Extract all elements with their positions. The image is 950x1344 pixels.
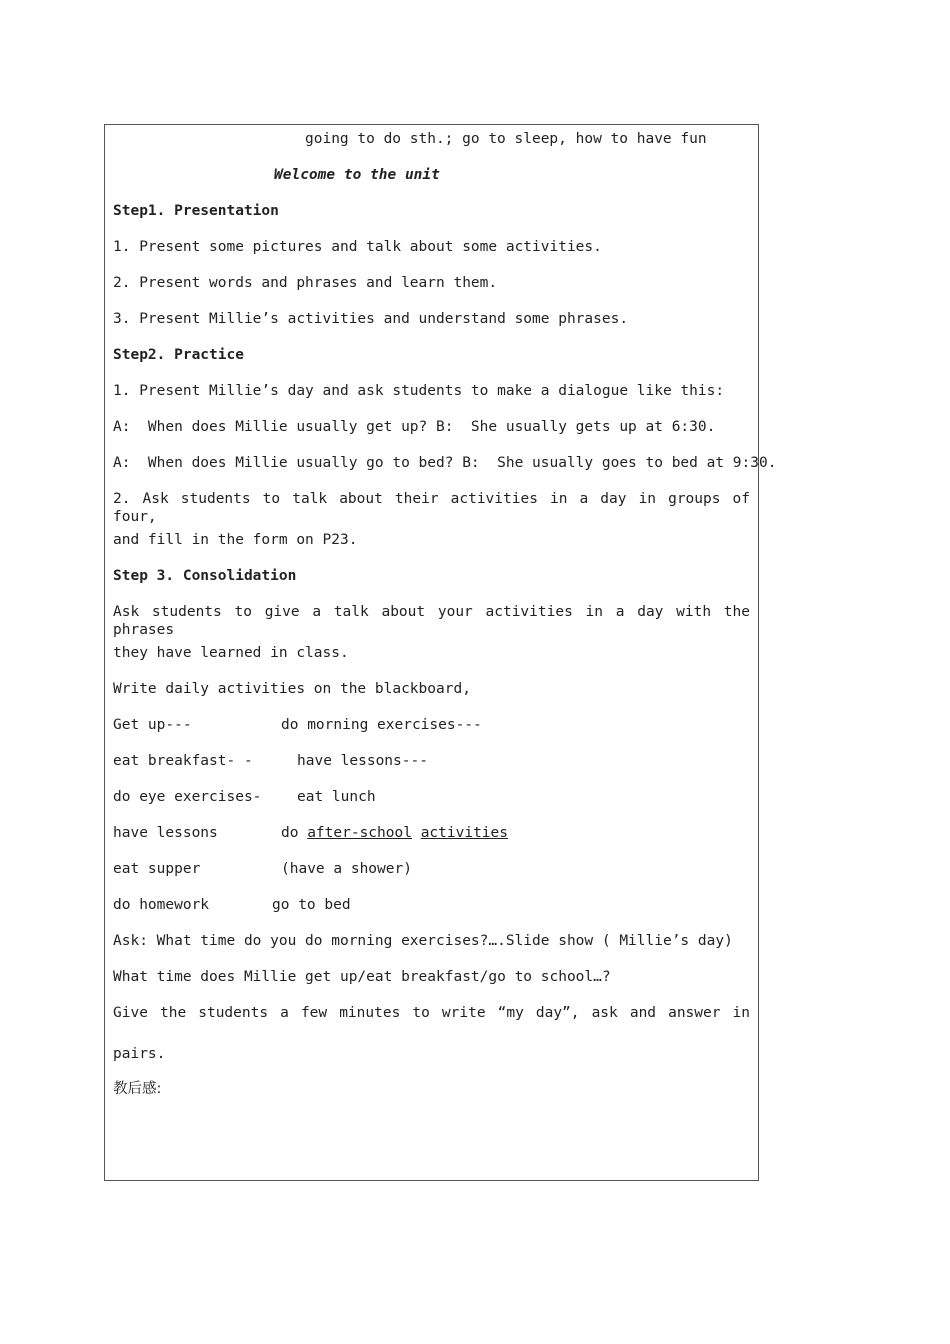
dialogue-line-2: A: When does Millie usually go to bed? B: She usually goes to bed at 9:30. <box>113 455 777 471</box>
activity-right-1: do morning exercises--- <box>281 717 482 733</box>
step1-item-2: 2. Present words and phrases and learn them. <box>113 275 498 291</box>
step3-heading: Step 3. Consolidation <box>113 568 297 584</box>
intro-line: going to do sth.; go to sleep, how to have fun <box>305 131 707 147</box>
underlined-after-school: after-school <box>307 825 412 841</box>
activity-left-6: do homework <box>113 897 210 913</box>
section-title: Welcome to the unit <box>274 167 440 183</box>
activity-left-2: eat breakfast- - <box>113 753 253 769</box>
activity-right-4 <box>281 824 508 842</box>
reflection-label: 教后感: <box>113 1081 162 1097</box>
step3-paragraph: Ask students to give a talk about your activities in a day with the phrases <box>113 604 750 638</box>
activity-right-4-prefix: do <box>281 825 308 841</box>
writing-task: Give the students a few minutes to write “my day”, ask and answer in <box>113 1005 750 1021</box>
step1-item-1: 1. Present some pictures and talk about some activities. <box>113 239 602 255</box>
writing-task-cont: pairs. <box>113 1046 166 1062</box>
blackboard-intro: Write daily activities on the blackboard, <box>113 681 471 697</box>
activity-right-3: eat lunch <box>297 789 376 805</box>
dialogue-line-1: A: When does Millie usually get up? B: She usually gets up at 6:30. <box>113 419 716 435</box>
step3-paragraph-cont: they have learned in class. <box>113 645 349 661</box>
step2-heading: Step2. Practice <box>113 347 244 363</box>
activity-left-1: Get up--- <box>113 717 192 733</box>
step2-item-2: 2. Ask students to talk about their activities in a day in groups of four, <box>113 491 750 525</box>
activity-left-4: have lessons <box>113 825 218 841</box>
step2-item-2-cont: and fill in the form on P23. <box>113 532 358 548</box>
activity-right-5: (have a shower) <box>281 861 412 877</box>
step1-heading: Step1. Presentation <box>113 203 279 219</box>
question-line-1: Ask: What time do you do morning exercises?….Slide show ( Millie’s day) <box>113 933 733 949</box>
activity-left-3: do eye exercises- <box>113 789 262 805</box>
activity-right-6: go to bed <box>272 897 351 913</box>
activity-right-2: have lessons--- <box>297 753 428 769</box>
step2-item-1: 1. Present Millie’s day and ask students to make a dialogue like this: <box>113 383 725 399</box>
step1-item-3: 3. Present Millie’s activities and understand some phrases. <box>113 311 629 327</box>
question-line-2: What time does Millie get up/eat breakfast/go to school…? <box>113 969 611 985</box>
underlined-activities: activities <box>420 825 509 841</box>
activity-left-5: eat supper <box>113 861 201 877</box>
